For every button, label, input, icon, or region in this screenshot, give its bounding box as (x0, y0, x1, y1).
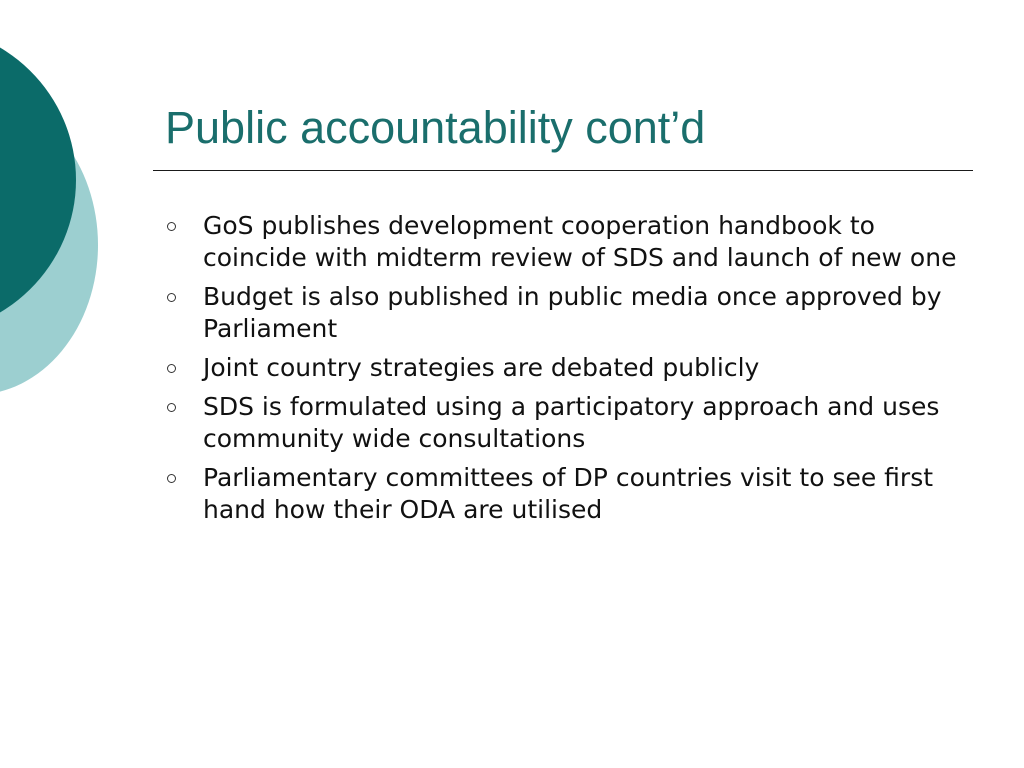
bullet-text: Parliamentary committees of DP countries visit to see first hand how their ODA are utilised (203, 463, 934, 524)
bullet-item (165, 210, 965, 274)
bullet-text: GoS publishes development cooperation handbook to coincide with midterm review of SDS and launch of new one (203, 211, 957, 272)
bullet-item (165, 352, 965, 384)
bullet-item (165, 391, 965, 455)
bullet-item (165, 281, 965, 345)
bullet-text: SDS is formulated using a participatory approach and uses community wide consultations (203, 392, 940, 453)
hollow-circle-bullet-icon (167, 222, 176, 231)
hollow-circle-bullet-icon (167, 474, 176, 483)
slide-title: Public accountability cont’d (165, 102, 706, 153)
bullet-list (165, 210, 965, 533)
hollow-circle-bullet-icon (167, 293, 176, 302)
bullet-text: Joint country strategies are debated publicly (203, 353, 760, 382)
bullet-item (165, 462, 965, 526)
hollow-circle-bullet-icon (167, 364, 176, 373)
hollow-circle-bullet-icon (167, 403, 176, 412)
bullet-text: Budget is also published in public media once approved by Parliament (203, 282, 942, 343)
title-divider (153, 170, 973, 171)
